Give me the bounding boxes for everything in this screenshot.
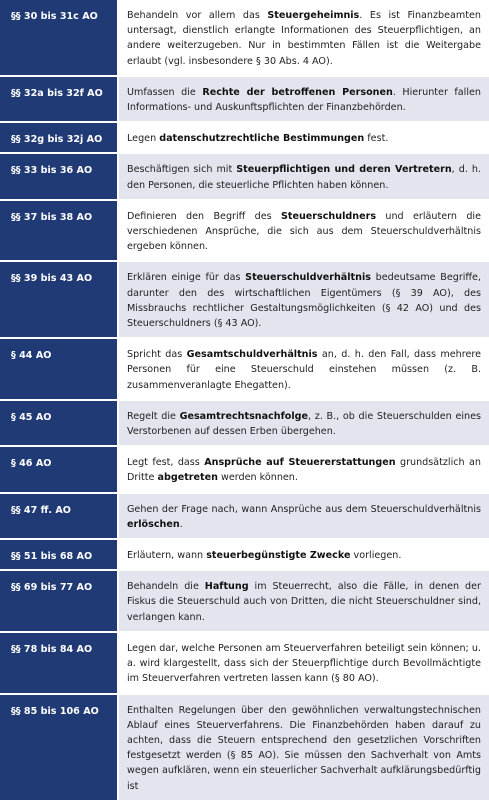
description-text: fest. <box>364 133 389 145</box>
paragraph-reference: §§ 33 bis 36 AO <box>0 154 119 198</box>
emphasized-term: Rechte der betroffenen Personen <box>202 86 393 98</box>
paragraph-description <box>119 540 489 569</box>
description-text: Behandeln die <box>127 581 205 593</box>
paragraph-description <box>119 401 489 445</box>
description-text: Erklären einige für das <box>127 272 246 284</box>
table-row <box>0 201 489 263</box>
description-text: . <box>179 518 183 530</box>
paragraph-description <box>119 262 489 337</box>
description-text: Definieren den Begriff des <box>127 210 281 222</box>
paragraph-reference: §§ 69 bis 77 AO <box>0 571 119 631</box>
description-text: , d. h. den Personen, die steuerliche Pflichten haben können. <box>127 164 482 191</box>
table-row <box>0 571 489 633</box>
paragraph-reference: §§ 78 bis 84 AO <box>0 633 119 693</box>
table-row <box>0 695 489 802</box>
description-text: bedeutsame Begriffe, darunter den des wirtschaftlichen Eigentümers (§ 39 AO), des Missbrauchs rechtlicher Gestaltungsmöglichkeiten (§ 42 AO) und des Steuerschuldners (§ 43 AO). <box>127 272 481 330</box>
paragraph-reference: §§ 32a bis 32f AO <box>0 77 119 121</box>
description-text: . Es ist Finanzbeamten untersagt, dienstlich erlangte Informationen des Steuerpflichtigen, an andere weiterzugeben. Nur in bestimmten Fällen ist die Weitergabe erlaubt (vgl. insbesondere § 30 Abs. 4 AO). <box>127 10 481 67</box>
emphasized-term: steuerbegünstigte Zwecke <box>206 550 351 562</box>
emphasized-term: erlöschen <box>127 518 180 530</box>
paragraph-reference: § 46 AO <box>0 447 119 491</box>
table-row <box>0 123 489 154</box>
emphasized-term: Gesamtschuldverhältnis <box>186 349 318 361</box>
description-text: Regelt die <box>127 410 180 422</box>
description-text: Legt fest, dass <box>127 457 205 469</box>
paragraph-description <box>119 571 489 631</box>
table-row <box>0 77 489 123</box>
paragraph-reference: §§ 39 bis 43 AO <box>0 262 119 337</box>
description-text: Beschäftigen sich mit <box>127 164 237 176</box>
emphasized-term: datenschutzrechtliche Bestimmungen <box>159 133 365 145</box>
emphasized-term: Steuergeheimnis <box>267 10 360 21</box>
table-row <box>0 540 489 571</box>
table-row <box>0 154 489 200</box>
description-text: im Steuerrecht, also die Fälle, in denen der Fiskus die Steuerschuld auch von Dritten, die nicht Steuerschuldner sind, verlangen kann. <box>127 581 481 623</box>
paragraph-description <box>119 0 489 75</box>
emphasized-term: Haftung <box>204 581 249 593</box>
description-text: Gehen der Frage nach, wann Ansprüche aus dem Steuerschuldverhältnis <box>127 503 481 515</box>
paragraph-reference: §§ 32g bis 32j AO <box>0 123 119 152</box>
description-text: Erläutern, wann <box>127 550 207 562</box>
paragraph-description <box>119 201 489 261</box>
table-row <box>0 262 489 339</box>
emphasized-term: Steuerpflichtigen und deren Vertretern <box>236 164 452 176</box>
description-text: Legen <box>127 133 160 145</box>
paragraph-description <box>119 695 489 800</box>
paragraph-description <box>119 154 489 198</box>
description-text: vorliegen. <box>350 550 402 562</box>
description-text: Legen dar, welche Personen am Steuerverfahren beteiligt sein können; u. a. wird klargestellt, dass sich der Steuerpflichtige durch Bevollmächtigte im Steuerverfahren vertreten lassen kann (§ 80 AO). <box>127 642 481 685</box>
description-text: werden können. <box>217 472 298 484</box>
table-row <box>0 0 489 77</box>
paragraph-reference: § 45 AO <box>0 401 119 445</box>
paragraph-description <box>119 633 489 693</box>
paragraph-description <box>119 447 489 491</box>
paragraph-description <box>119 123 489 152</box>
paragraph-reference: §§ 47 ff. AO <box>0 494 119 538</box>
description-text: grundsätzlich an Dritte <box>127 457 481 484</box>
description-text: Umfassen die <box>127 86 203 98</box>
table-row <box>0 339 489 401</box>
paragraph-reference: §§ 30 bis 31c AO <box>0 0 119 75</box>
description-text: , z. B., ob die Steuerschulden eines Verstorbenen auf dessen Erben übergehen. <box>127 410 481 438</box>
description-text: Spricht das <box>127 349 187 361</box>
emphasized-term: Steuerschuldners <box>280 210 377 222</box>
emphasized-term: Steuerschuldverhältnis <box>245 272 371 284</box>
table-row <box>0 494 489 540</box>
emphasized-term: abgetreten <box>157 472 218 484</box>
description-text: und erläutern die verschiedenen Ansprüche, die sich aus dem Steuerschuldverhältnis ergeben können. <box>127 210 481 253</box>
emphasized-term: Ansprüche auf Steuererstattungen <box>204 457 396 469</box>
description-text: Behandeln vor allem das <box>127 10 268 21</box>
description-text: Enthalten Regelungen über den gewöhnlichen verwaltungstechnischen Ablauf eines Steuerverfahrens. Die Finanzbehörden haben darauf zu achten, dass die Steuern entsprechend den gesetzlichen Vorschriften festgesetzt werden (§ 85 AO). Sie müssen den Sachverhalt von Amts wegen aufklären, wenn ein steuerlicher Sachverhalt aufklärungsbedürftig ist <box>127 704 481 792</box>
table-row <box>0 633 489 695</box>
paragraph-reference: §§ 37 bis 38 AO <box>0 201 119 261</box>
description-text: . Hierunter fallen Informations- und Auskunftspflichten der Finanzbehörden. <box>127 86 481 114</box>
paragraph-description <box>119 339 489 399</box>
paragraph-reference: § 44 AO <box>0 339 119 399</box>
paragraph-description <box>119 494 489 538</box>
description-text: an, d. h. den Fall, dass mehrere Personen für eine Steuerschuld einstehen müssen (z. B. zusammenveranlagte Ehegatten). <box>127 349 481 391</box>
paragraph-description <box>119 77 489 121</box>
emphasized-term: Gesamtrechtsnachfolge <box>179 410 309 422</box>
table-row <box>0 401 489 447</box>
paragraph-reference: §§ 85 bis 106 AO <box>0 695 119 800</box>
paragraph-reference: §§ 51 bis 68 AO <box>0 540 119 569</box>
table-row <box>0 447 489 493</box>
